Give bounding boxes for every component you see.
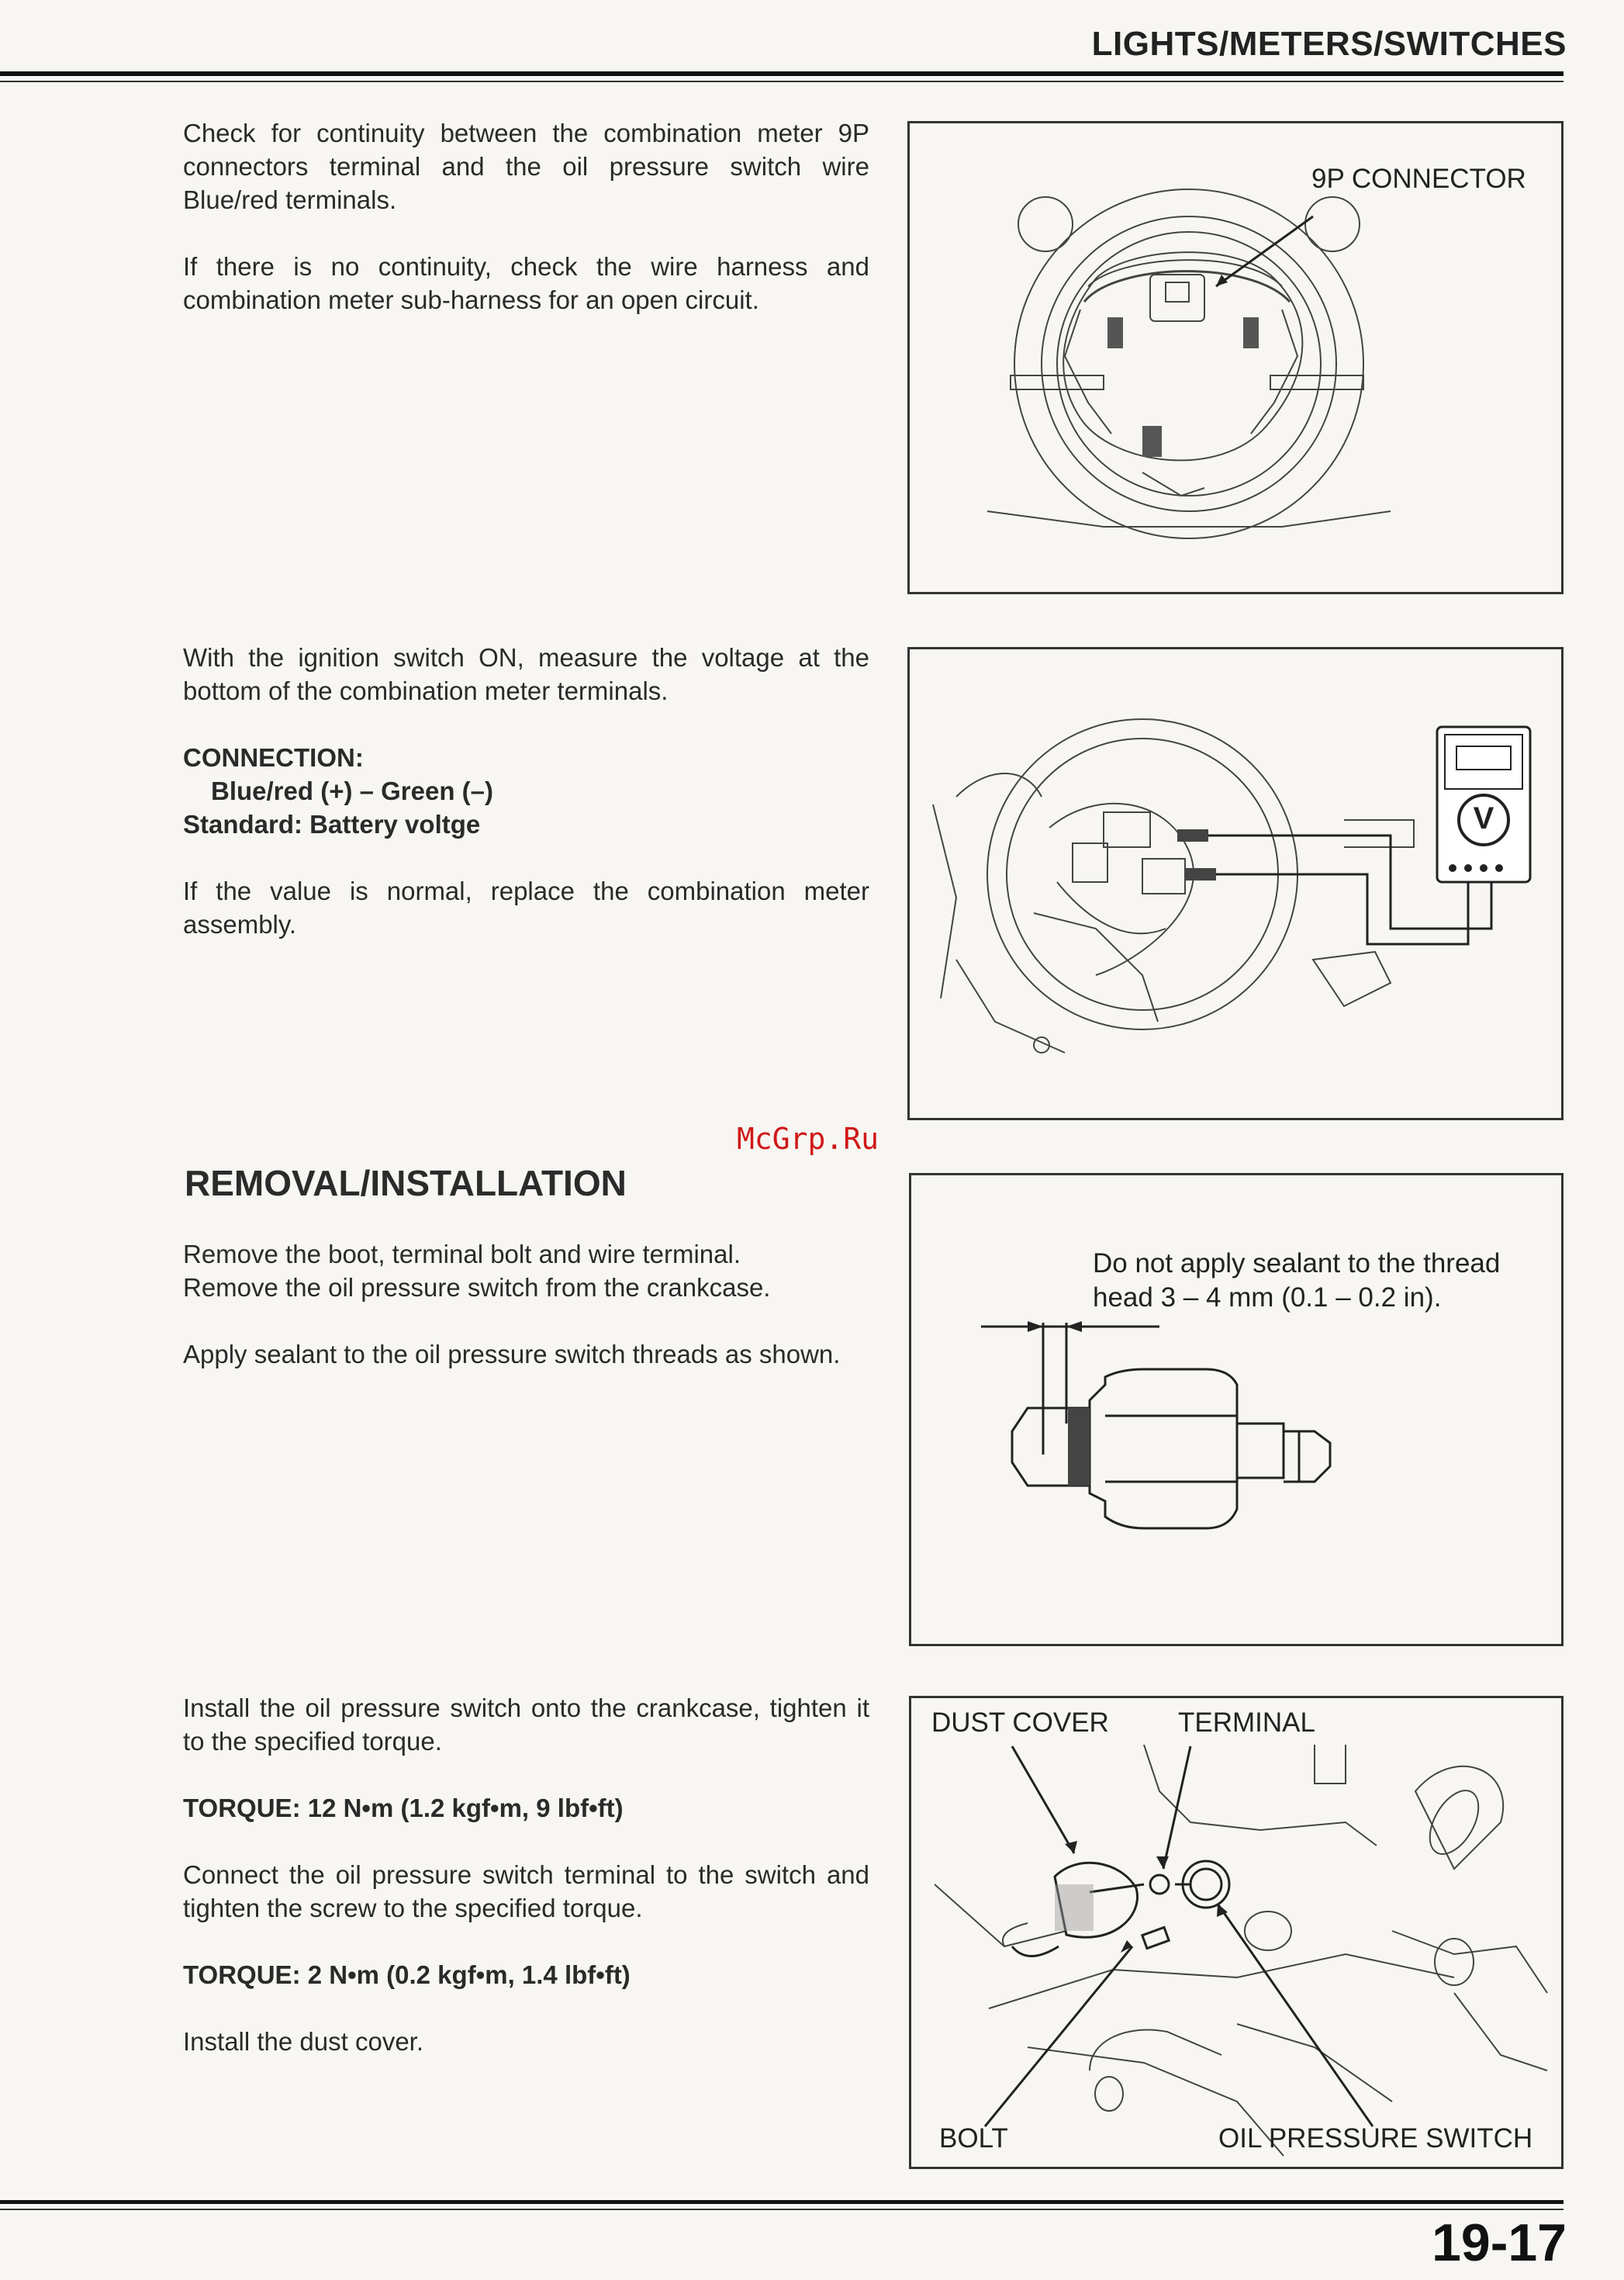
standard-value: Standard: Battery voltge bbox=[183, 810, 481, 839]
sealant-note-line1: Do not apply sealant to the thread bbox=[1093, 1248, 1501, 1278]
label-9p-connector: 9P CONNECTOR bbox=[1311, 164, 1526, 194]
removal-para1-line2: Remove the oil pressure switch from the crankcase. bbox=[183, 1273, 771, 1302]
oil-pressure-switch-illustration bbox=[911, 1175, 1561, 1644]
watermark: McGrp.Ru bbox=[737, 1122, 879, 1156]
figure-sealant bbox=[909, 1173, 1564, 1646]
section-title: LIGHTS/METERS/SWITCHES bbox=[1091, 25, 1567, 63]
figure-oil-pressure-switch-install bbox=[909, 1696, 1564, 2169]
label-bolt: BOLT bbox=[939, 2123, 1008, 2154]
footer-rule bbox=[0, 2200, 1564, 2204]
step2-para1: With the ignition switch ON, measure the voltage at the bottom of the combination meter terminals. bbox=[183, 643, 869, 705]
removal-para1-line1: Remove the boot, terminal bolt and wire terminal. bbox=[183, 1240, 741, 1268]
install-text bbox=[183, 1691, 869, 2091]
step2-text bbox=[183, 641, 869, 974]
step2-para2: If the value is normal, replace the combination meter assembly. bbox=[183, 877, 869, 939]
sealant-note-line2: head 3 – 4 mm (0.1 – 0.2 in). bbox=[1093, 1282, 1442, 1313]
connection-label: CONNECTION: bbox=[183, 743, 364, 772]
header-rule bbox=[0, 71, 1564, 76]
section-heading-removal: REMOVAL/INSTALLATION bbox=[185, 1163, 627, 1203]
connection-value: Blue/red (+) – Green (–) bbox=[211, 777, 494, 805]
torque-spec-2: TORQUE: 2 N•m (0.2 kgf•m, 1.4 lbf•ft) bbox=[183, 1960, 631, 1989]
install-para1: Install the oil pressure switch onto the crankcase, tighten it to the specified torque. bbox=[183, 1694, 869, 1756]
removal-text bbox=[183, 1237, 869, 1404]
crankcase-illustration bbox=[911, 1698, 1561, 2167]
leader-line bbox=[1216, 216, 1313, 286]
label-dust-cover: DUST COVER bbox=[931, 1707, 1109, 1738]
install-para3: Install the dust cover. bbox=[183, 2027, 424, 2056]
step1-text bbox=[183, 116, 869, 350]
step1-para2: If there is no continuity, check the wire harness and combination meter sub-harness for an open circuit. bbox=[183, 252, 869, 314]
header-rule-thin bbox=[0, 81, 1564, 82]
label-terminal: TERMINAL bbox=[1178, 1707, 1315, 1738]
footer-rule-thin bbox=[0, 2209, 1564, 2210]
figure-9p-connector bbox=[907, 121, 1564, 594]
voltmeter-illustration bbox=[910, 649, 1561, 1118]
step1-para1: Check for continuity between the combination meter 9P connectors terminal and the oil pressure switch wire Blue/red terminals. bbox=[183, 119, 869, 214]
torque-spec-1: TORQUE: 12 N•m (1.2 kgf•m, 9 lbf•ft) bbox=[183, 1794, 624, 1822]
page-number: 19-17 bbox=[1432, 2213, 1567, 2272]
label-oil-pressure-switch: OIL PRESSURE SWITCH bbox=[1218, 2123, 1533, 2154]
figure-voltage-test bbox=[907, 647, 1564, 1120]
sealant-note bbox=[1093, 1247, 1500, 1315]
removal-para2: Apply sealant to the oil pressure switch threads as shown. bbox=[183, 1340, 841, 1368]
voltmeter-symbol: V bbox=[1473, 801, 1494, 836]
install-para2: Connect the oil pressure switch terminal to the switch and tighten the screw to the specified torque. bbox=[183, 1860, 869, 1922]
